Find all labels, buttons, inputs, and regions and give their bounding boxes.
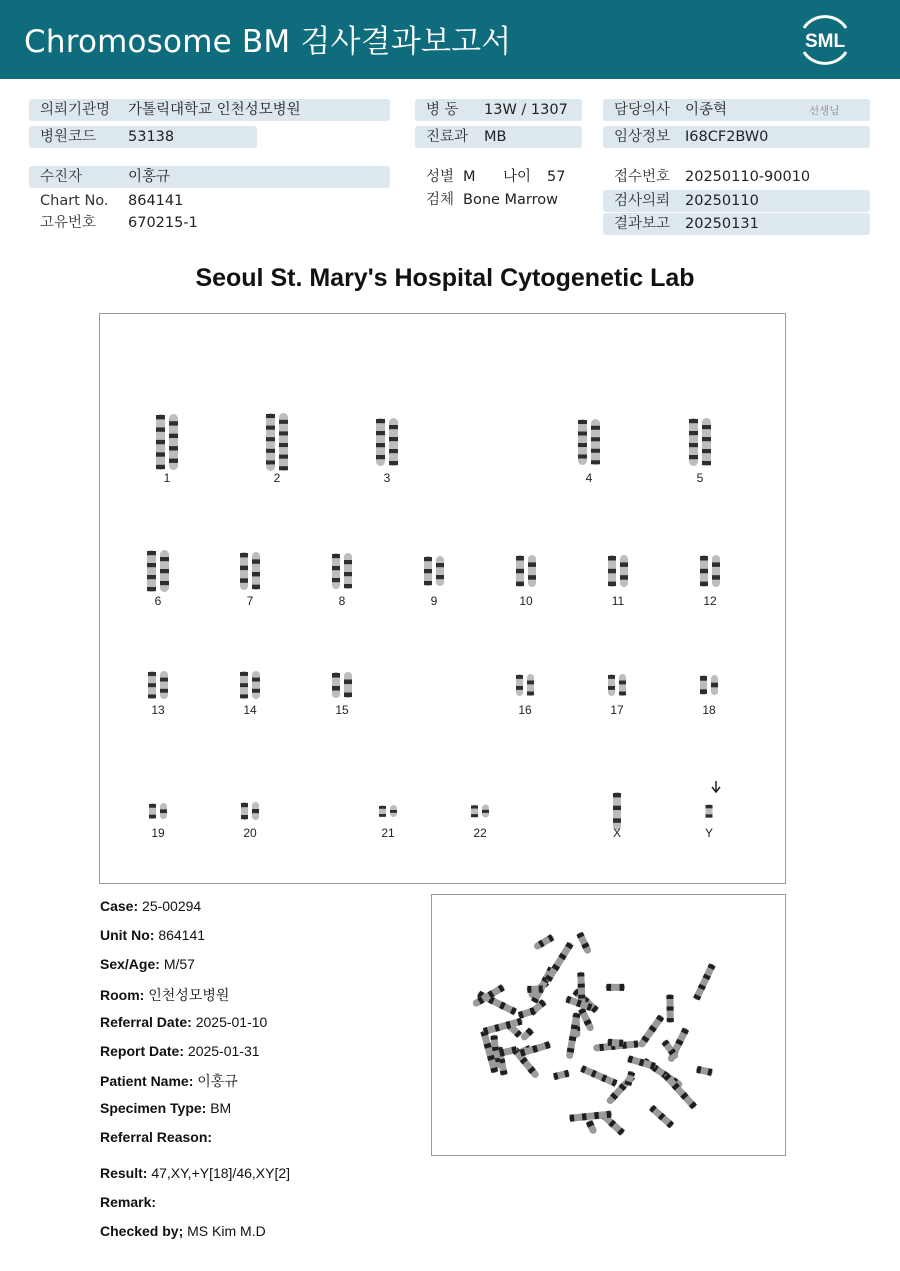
chart-no-value: 864141 [128,193,184,209]
unit-value: 864141 [158,927,206,943]
chromosome-pair-10 [516,555,536,587]
unique-id-value: 670215-1 [128,215,198,231]
chromosome-label-9: 9 [430,594,438,608]
unique-id-field [29,212,390,234]
metaphase-chromosome [648,1104,674,1129]
chart-no-label: Chart No. [40,193,109,209]
chromosome-label-16: 16 [518,703,532,717]
hospital-code-value: 53138 [128,129,175,145]
dept-value: MB [484,129,507,145]
report-title: Chromosome BM 검사결과보고서 [24,24,512,60]
sex-value: M [463,169,476,185]
referral-date-value: 2025-01-10 [195,1014,268,1030]
metaphase-chromosome [695,1066,713,1076]
chromosome-pair-14 [240,671,260,699]
chromosome-pair-15 [332,672,352,698]
ward-label: 병 동 [426,102,459,118]
sexage-value: M/57 [163,956,195,972]
report-date-line-label: Report Date: [100,1043,185,1059]
metaphase-chromosome [579,1065,618,1087]
sexage-line [100,956,195,972]
metaphase-chromosome [626,1055,656,1070]
metaphase-panel [431,894,786,1156]
unit-label: Unit No: [100,927,155,943]
receipt-field [603,166,870,188]
chromosome-pair-22 [471,805,489,818]
remark-label: Remark: [100,1194,157,1210]
metaphase-chromosome [519,1027,534,1042]
chromosome-pair-3 [376,418,398,466]
chart-no-field [29,190,390,212]
ward-field [415,99,582,121]
report-date-label: 결과보고 [614,216,671,232]
hospital-code-label: 병원코드 [40,129,97,145]
chromosome-pair-12 [700,555,720,587]
karyogram-panel [99,313,786,884]
remark-line [100,1194,156,1210]
specimen-value: Bone Marrow [463,192,559,208]
chromosome-label-3: 3 [383,471,391,485]
doctor-suffix: 선생님 [809,105,840,117]
case-label: Case: [100,898,139,914]
chromosome-label-17: 17 [610,703,624,717]
checked-by-line [100,1223,266,1239]
chromosome-label-12: 12 [703,594,717,608]
chromosome-label-20: 20 [243,826,257,840]
chromosome-pair-16 [516,674,534,696]
metaphase-chromosome [576,931,592,955]
metaphase-chromosome [637,1014,665,1049]
request-date-value: 20250110 [685,193,759,209]
chromosome-label-6: 6 [154,594,162,608]
metaphase-image [432,895,785,1155]
chromosome-label-13: 13 [151,703,165,717]
receipt-label: 접수번호 [614,169,671,185]
report-header [0,0,900,79]
sex-age-field [415,166,585,188]
chromosome-label-14: 14 [243,703,257,717]
chromosome-pair-5 [689,418,711,466]
chromosome-label-19: 19 [151,826,165,840]
case-line [100,898,201,914]
metaphase-chromosome [607,1039,624,1047]
patient-name-field [29,166,390,188]
specimen-type-line [100,1100,231,1116]
referral-date-label: Referral Date: [100,1014,192,1030]
metaphase-chromosome [533,934,555,951]
report-date-line [100,1043,260,1059]
chromosome-label-2: 2 [273,471,281,485]
chromosome-label-21: 21 [381,826,395,840]
referral-reason-label: Referral Reason: [100,1129,213,1145]
chromosome-label-18: 18 [702,703,716,717]
sexage-label: Sex/Age: [100,956,160,972]
receipt-value: 20250110-90010 [685,169,811,185]
patient-name-value: 이홍규 [128,169,171,185]
clinical-field [603,126,870,148]
metaphase-chromosome [552,1070,570,1081]
chromosome-pair-8 [332,553,352,589]
room-label: Room: [100,987,145,1003]
chromosome-pair-Y [706,804,713,818]
report-date-value: 20250131 [685,216,759,232]
report-date-field [603,213,870,235]
dept-field [415,126,582,148]
room-line [100,985,229,1005]
chromosome-pair-6 [147,550,169,592]
chromosome-label-X: X [612,826,622,840]
doctor-field [603,99,870,121]
chromosome-pair-2 [266,413,288,471]
report-date-line-value: 2025-01-31 [187,1043,260,1059]
specimen-label: 검체 [426,192,455,208]
metaphase-chromosome [666,994,673,1023]
chromosome-pair-20 [241,802,259,820]
chromosome-pair-4 [578,419,600,465]
dept-label: 진료과 [426,129,469,145]
patient-name-line [100,1071,238,1091]
request-date-label: 검사의뢰 [614,193,671,209]
chromosome-label-11: 11 [611,594,625,608]
specimen-type-label: Specimen Type: [100,1100,207,1116]
chromosome-label-10: 10 [519,594,533,608]
result-line [100,1165,290,1181]
specimen-field [415,189,585,211]
metaphase-chromosome [662,1072,697,1110]
checked-by-value: MS Kim M.D [187,1223,266,1239]
ward-value: 13W / 1307 [484,102,568,118]
specimen-type-value: BM [210,1100,232,1116]
room-value: 인천성모병원 [148,987,230,1003]
metaphase-chromosome [693,962,716,1001]
chromosome-label-Y: Y [704,826,714,840]
chromosome-pair-17 [608,674,626,696]
referral-date-line [100,1014,267,1030]
chromosome-label-5: 5 [696,471,704,485]
sml-logo [796,12,854,66]
chromosome-label-4: 4 [585,471,593,485]
metaphase-chromosome [527,985,544,993]
case-value: 25-00294 [142,898,202,914]
age-value: 57 [547,169,566,185]
patient-name-label: 수진자 [40,169,83,185]
doctor-label: 담당의사 [614,102,671,118]
metaphase-chromosome [517,1007,536,1019]
hospital-value: 가톨릭대학교 인천성모병원 [128,102,301,118]
hospital-label: 의뢰기관명 [40,102,111,118]
chromosome-label-8: 8 [338,594,346,608]
chromosome-pair-9 [424,556,444,586]
logo-text: SML [804,31,846,52]
chromosome-pair-11 [608,555,628,587]
metaphase-chromosome [519,1041,552,1057]
checked-by-label: Checked by; [100,1223,184,1239]
result-value: 47,XY,+Y[18]/46,XY[2] [151,1165,291,1181]
chromosome-label-1: 1 [163,471,171,485]
hospital-code-field [29,126,257,148]
chromosome-label-7: 7 [246,594,254,608]
metaphase-chromosome [544,941,574,983]
unit-line [100,927,205,943]
metaphase-chromosome [605,984,625,991]
chromosome-pair-X [613,792,621,830]
result-label: Result: [100,1165,148,1181]
metaphase-chromosome [585,1119,597,1135]
hospital-field [29,99,390,121]
sex-label: 성별 [426,169,455,185]
patient-line-label: Patient Name: [100,1073,194,1089]
chromosome-pair-21 [379,805,397,817]
patient-line-value: 이홍규 [197,1073,238,1089]
doctor-value: 이종혁 [685,102,728,118]
chromosome-label-15: 15 [335,703,349,717]
chromosome-pair-19 [149,803,167,819]
unique-id-label: 고유번호 [40,215,97,231]
referral-reason-line [100,1129,212,1145]
request-date-field [603,190,870,212]
clinical-value: I68CF2BW0 [685,129,769,145]
clinical-label: 임상정보 [614,129,671,145]
chromosome-pair-7 [240,552,260,590]
chromosome-pair-13 [148,671,168,699]
lab-title: Seoul St. Mary's Hospital Cytogenetic Lab [195,264,695,292]
chromosome-pair-18 [700,675,718,695]
karyogram-image [100,314,785,883]
chromosome-label-22: 22 [473,826,487,840]
age-label: 나이 [503,169,532,185]
chromosome-pair-1 [156,414,178,470]
arrow-down-icon [712,781,720,792]
